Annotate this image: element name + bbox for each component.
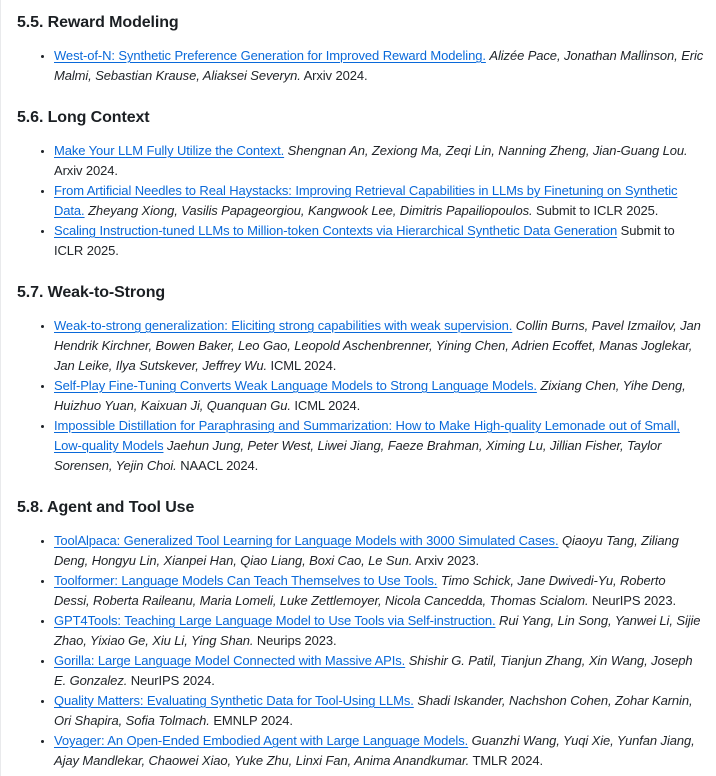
paper-section	[17, 13, 704, 86]
paper-item	[54, 611, 704, 651]
paper-title-link[interactable]: Quality Matters: Evaluating Synthetic Data for Tool-Using LLMs.	[54, 693, 414, 708]
paper-title-link[interactable]: Scaling Instruction-tuned LLMs to Million-token Contexts via Hierarchical Synthetic Data Generation	[54, 223, 618, 238]
paper-title-link[interactable]: Self-Play Fine-Tuning Converts Weak Language Models to Strong Language Models.	[54, 378, 537, 393]
paper-authors: Guanzhi Wang, Yuqi Xie, Yunfan Jiang, Ajay Mandlekar, Chaowei Xiao, Yuke Zhu, Linxi Fan, Anima Anandkumar.	[54, 733, 695, 768]
paper-title-link[interactable]: Impossible Distillation for Paraphrasing and Summarization: How to Make High-quality Lemonade out of Small, Low-quality Models	[54, 418, 680, 453]
paper-authors: Zheyang Xiong, Vasilis Papageorgiou, Kangwook Lee, Dimitris Papailiopoulos.	[88, 203, 533, 218]
paper-venue: ICML 2024.	[270, 358, 337, 373]
paper-authors: Shadi Iskander, Nachshon Cohen, Zohar Karnin, Ori Shapira, Sofia Tolmach.	[54, 693, 693, 728]
section-heading: 5.8. Agent and Tool Use	[17, 499, 195, 516]
paper-title-link[interactable]: Voyager: An Open-Ended Embodied Agent with Large Language Models.	[54, 733, 469, 748]
paper-section	[17, 498, 704, 771]
paper-authors: Zixiang Chen, Yihe Deng, Huizhuo Yuan, Kaixuan Ji, Quanquan Gu.	[54, 378, 686, 413]
paper-venue: TMLR 2024.	[472, 753, 544, 768]
paper-venue: NeurIPS 2024.	[130, 673, 215, 688]
paper-authors: Timo Schick, Jane Dwivedi-Yu, Roberto Dessi, Roberta Raileanu, Maria Lomeli, Luke Zettlemoyer, Nicola Cancedda, Thomas Scialom.	[54, 573, 666, 608]
paper-list	[17, 46, 704, 86]
paper-item	[54, 376, 704, 416]
paper-item	[54, 416, 704, 476]
paper-venue: EMNLP 2024.	[213, 713, 293, 728]
paper-venue: Arxiv 2024.	[54, 163, 118, 178]
paper-venue: Arxiv 2023.	[415, 553, 479, 568]
paper-title-link[interactable]: ToolAlpaca: Generalized Tool Learning for Language Models with 3000 Simulated Cases.	[54, 533, 559, 548]
paper-authors: Alizée Pace, Jonathan Mallinson, Eric Malmi, Sebastian Krause, Aliaksei Severyn.	[54, 48, 704, 83]
paper-item	[54, 691, 704, 731]
paper-authors: Qiaoyu Tang, Ziliang Deng, Hongyu Lin, Xianpei Han, Qiao Liang, Boxi Cao, Le Sun.	[54, 533, 679, 568]
paper-item	[54, 531, 704, 571]
paper-item	[54, 221, 704, 261]
paper-item	[54, 46, 704, 86]
paper-section	[17, 108, 704, 261]
paper-title-link[interactable]: West-of-N: Synthetic Preference Generation for Improved Reward Modeling.	[54, 48, 486, 63]
paper-title-link[interactable]: Gorilla: Large Language Model Connected with Massive APIs.	[54, 653, 406, 668]
paper-venue: Submit to ICLR 2025.	[54, 223, 675, 258]
paper-list	[17, 316, 704, 476]
paper-authors: Collin Burns, Pavel Izmailov, Jan Hendrik Kirchner, Bowen Baker, Leo Gao, Leopold Aschenbrenner, Yining Chen, Adrien Ecoffet, Manas Joglekar, Jan Leike, Ilya Sutskever, Jeffrey Wu.	[54, 318, 701, 373]
paper-item	[54, 571, 704, 611]
paper-title-link[interactable]: From Artificial Needles to Real Haystacks: Improving Retrieval Capabilities in LLMs by Finetuning on Synthetic Data.	[54, 183, 678, 218]
paper-title-link[interactable]: Toolformer: Language Models Can Teach Themselves to Use Tools.	[54, 573, 438, 588]
paper-venue: NAACL 2024.	[180, 458, 259, 473]
paper-authors: Jaehun Jung, Peter West, Liwei Jiang, Faeze Brahman, Ximing Lu, Jillian Fisher, Taylor Sorensen, Yejin Choi.	[54, 438, 662, 473]
paper-venue: Arxiv 2024.	[303, 68, 368, 83]
paper-list	[17, 141, 704, 261]
paper-section	[17, 283, 704, 476]
paper-title-link[interactable]: GPT4Tools: Teaching Large Language Model to Use Tools via Self-instruction.	[54, 613, 496, 628]
paper-list	[17, 531, 704, 771]
paper-venue: Submit to ICLR 2025.	[536, 203, 659, 218]
paper-authors: Shishir G. Patil, Tianjun Zhang, Xin Wang, Joseph E. Gonzalez.	[54, 653, 693, 688]
section-heading: 5.5. Reward Modeling	[17, 14, 179, 31]
paper-venue: ICML 2024.	[294, 398, 361, 413]
paper-authors: Shengnan An, Zexiong Ma, Zeqi Lin, Nanning Zheng, Jian-Guang Lou.	[287, 143, 688, 158]
section-heading: 5.7. Weak-to-Strong	[17, 284, 166, 301]
paper-item	[54, 651, 704, 691]
paper-title-link[interactable]: Make Your LLM Fully Utilize the Context.	[54, 143, 285, 158]
paper-item	[54, 141, 704, 181]
paper-venue: Neurips 2023.	[256, 633, 337, 648]
paper-item	[54, 181, 704, 221]
paper-authors: Rui Yang, Lin Song, Yanwei Li, Sijie Zhao, Yixiao Ge, Xiu Li, Ying Shan.	[54, 613, 701, 648]
section-heading: 5.6. Long Context	[17, 109, 150, 126]
paper-item	[54, 316, 704, 376]
paper-venue: NeurIPS 2023.	[591, 593, 676, 608]
paper-item	[54, 731, 704, 771]
paper-title-link[interactable]: Weak-to-strong generalization: Eliciting strong capabilities with weak supervision.	[54, 318, 513, 333]
